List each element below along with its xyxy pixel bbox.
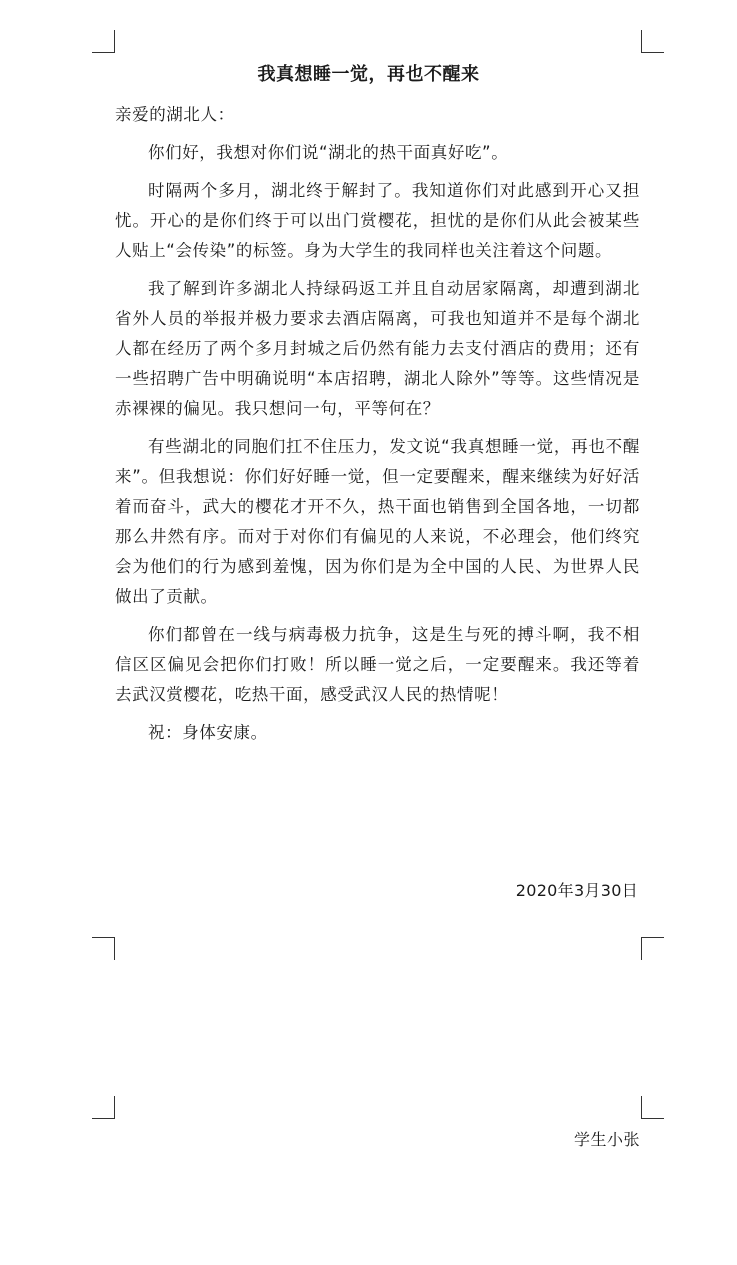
letter-paragraph: 你们好，我想对你们说“湖北的热干面真好吃”。 — [148, 143, 509, 162]
letter-paragraph: 我了解到许多湖北人持绿码返工并且自动居家隔离，却遭到湖北省外人员的举报并极力要求去酒店隔离，可我也知道并不是每个湖北人都在经历了两个多月封城之后仍然有能力去支付酒店的费用；还有一些招聘广告中明确说明“本店招聘，湖北人除外”等等。这些情况是赤裸裸的偏见。我只想问一句，平等何在？ — [115, 279, 640, 418]
letter-body — [115, 100, 640, 748]
letter-paragraph: 时隔两个多月，湖北终于解封了。我知道你们对此感到开心又担忧。开心的是你们终于可以出门赏樱花，担忧的是你们从此会被某些人贴上“会传染”的标签。身为大学生的我同样也关注着这个问题。 — [115, 181, 640, 260]
crop-mark-bottom-left — [92, 937, 115, 960]
letter-title: 我真想睡一觉，再也不醒来 — [257, 64, 480, 85]
crop-mark-bottom-right — [641, 937, 664, 960]
letter-paragraph: 你们都曾在一线与病毒极力抗争，这是生与死的搏斗啊，我不相信区区偏见会把你们打败！所以睡一觉之后，一定要醒来。我还等着去武汉赏樱花，吃热干面，感受武汉人民的热情呢！ — [115, 625, 640, 704]
letter-closing: 祝：身体安康。 — [148, 723, 268, 742]
letter-date: 2020年3月30日 — [515, 881, 638, 900]
crop-mark-top-left — [92, 30, 115, 53]
crop-mark-page2-top-right — [641, 1096, 664, 1119]
crop-mark-page2-top-left — [92, 1096, 115, 1119]
letter-paragraph: 有些湖北的同胞们扛不住压力，发文说“我真想睡一觉，再也不醒来”。但我想说：你们好好睡一觉，但一定要醒来，醒来继续为好好活着而奋斗，武大的樱花才开不久，热干面也销售到全国各地，一切都那么井然有序。而对于对你们有偏见的人来说，不必理会，他们终究会为他们的行为感到羞愧，因为你们是为全中国的人民、为世界人民做出了贡献。 — [115, 437, 640, 606]
letter-signature: 学生小张 — [573, 1130, 640, 1149]
crop-mark-top-right — [641, 30, 664, 53]
letter-salutation: 亲爱的湖北人： — [115, 105, 235, 124]
